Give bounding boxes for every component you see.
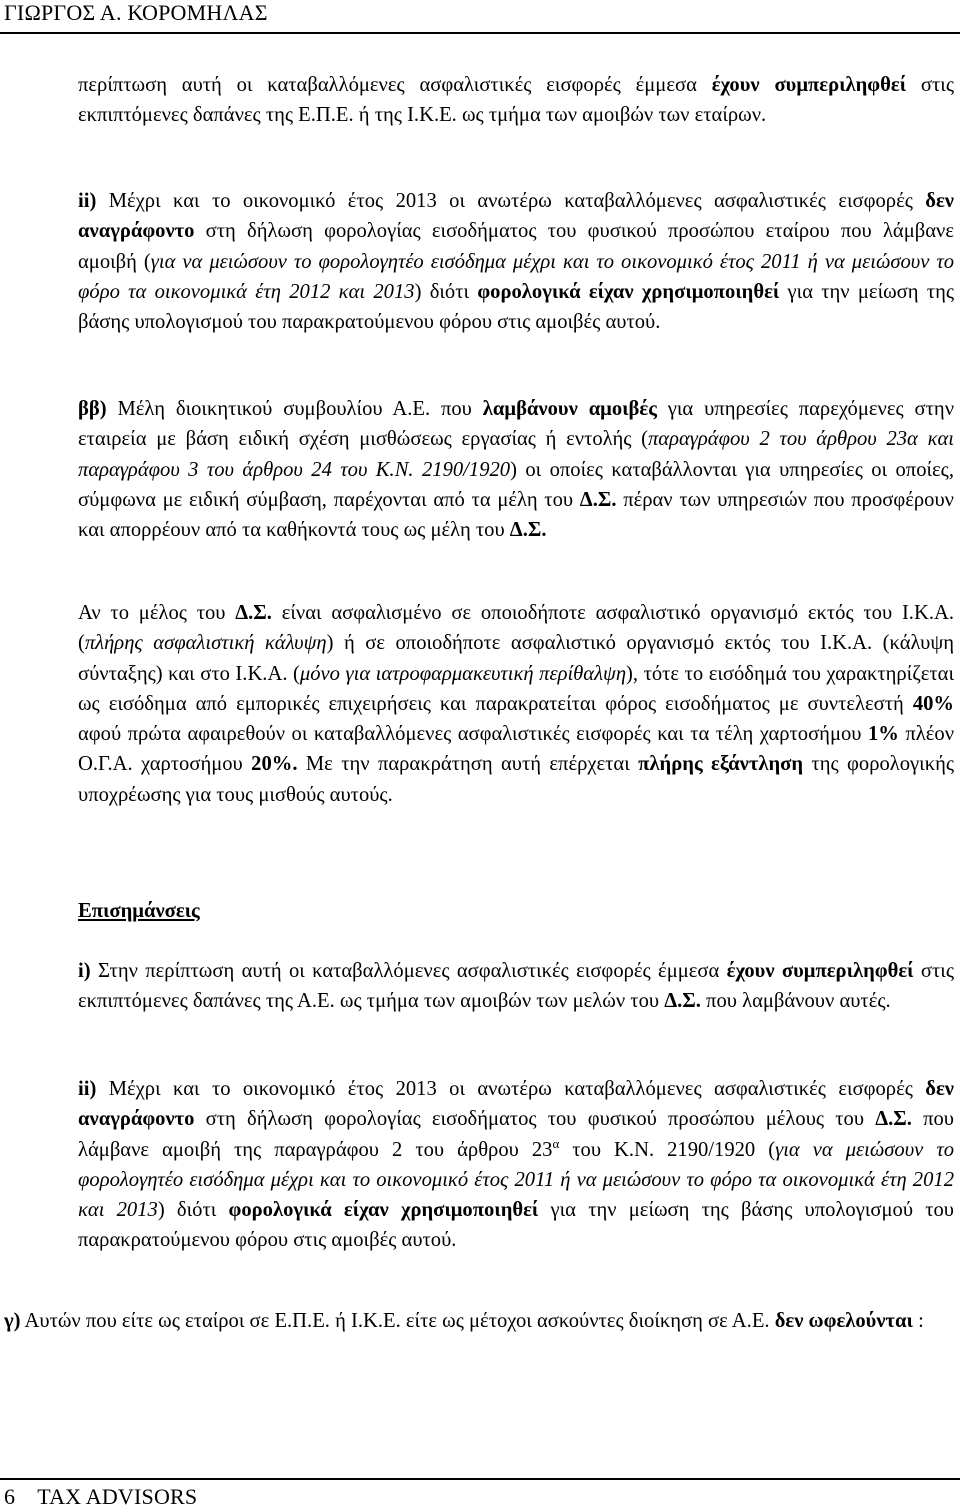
footer-rule: [0, 1478, 960, 1480]
bold-text: 20%.: [251, 753, 298, 776]
item-marker: ii): [78, 1078, 97, 1100]
text: ), τότε το εισόδημά του χαρακτηρίζεται ως εισόδημα από εμπορικές επιχειρήσεις και παρακρατείται φόρος εισοδήματος με συντελεστή: [78, 662, 955, 715]
bold-text: δεν αναγράφοντο: [78, 1078, 954, 1131]
text: ) οι οποίες καταβάλλονται για υπηρεσίες οι οποίες, σύμφωνα με ειδική σύμβαση, παρέχονται από τα μέλη του: [78, 458, 954, 511]
text: ) ή σε οποιοδήποτε ασφαλιστικό οργανισμό εκτός του Ι.Κ.Α. (κάλυψη σύνταξης) και στο Ι.Κ.Α. (: [78, 632, 954, 685]
bold-text: φορολογικά είχαν χρησιμοποιηθεί: [228, 1199, 539, 1222]
bold-text: 40%: [912, 692, 954, 715]
text: πλέον Ο.Γ.Α. χαρτοσήμου: [78, 723, 955, 776]
paragraph-2: [78, 186, 954, 337]
text: του Κ.Ν. 2190/1920 (: [559, 1138, 776, 1161]
text: Μέλη διοικητικού συμβουλίου Α.Ε. που: [106, 398, 483, 420]
text: είναι ασφαλισμένο σε οποιοδήποτε ασφαλιστικό οργανισμό εκτός του Ι.Κ.Α. (: [78, 602, 954, 655]
bold-text: Δ.Σ.: [664, 990, 701, 1013]
bold-text: φορολογικά είχαν χρησιμοποιηθεί: [477, 280, 780, 303]
page-header: ΓΙΩΡΓΟΣ Α. ΚΟΡΟΜΗΛΑΣ: [4, 0, 268, 25]
italic-text: πλήρης ασφαλιστική κάλυψη: [84, 632, 327, 655]
text: ) διότι: [414, 280, 478, 303]
section-heading-block: [78, 896, 954, 926]
bold-text: έχουν συμπεριληφθεί: [726, 960, 914, 982]
paragraph-7: [4, 1306, 954, 1336]
paragraph-3: [78, 394, 954, 545]
text: ) διότι: [157, 1199, 229, 1222]
bold-text: δεν ωφελούνται: [774, 1310, 913, 1332]
bold-text: λαμβάνουν αμοιβές: [482, 398, 657, 420]
page-number: 6: [4, 1484, 16, 1509]
section-heading: Επισημάνσεις: [78, 900, 200, 922]
text: Μέχρι και το οικονομικό έτος 2013 οι ανωτέρω καταβαλλόμενες ασφαλιστικές εισφορές: [96, 1078, 926, 1100]
italic-text: για να μειώσουν το φορολογητέο εισόδημα μέχρι και το οικονομικό έτος 2011 ή να μειώσουν το φόρο τα οικονομικά έτη 2012 και 2013: [78, 1138, 954, 1222]
item-marker: γ): [4, 1310, 21, 1332]
text: στις εκπιπτόμενες δαπάνες της Α.Ε. ως τμήμα των αμοιβών των μελών του: [78, 960, 954, 1013]
text: Αυτών που είτε ως εταίροι σε Ε.Π.Ε. ή Ι.Κ.Ε. είτε ως μέτοχοι ασκούντες διοίκηση σε Α.Ε.: [20, 1310, 775, 1332]
text: που λαμβάνουν αυτές.: [700, 990, 891, 1013]
paragraph-5: [78, 956, 954, 1017]
text: Στην περίπτωση αυτή οι καταβαλλόμενες ασφαλιστικές εισφορές έμμεσα: [90, 960, 727, 982]
italic-text: για να μειώσουν το φορολογητέο εισόδημα μέχρι και το οικονομικό έτος 2011 ή να μειώσουν το φόρο τα οικονομικά έτη 2012 και 2013: [78, 250, 955, 303]
italic-text: μόνο για ιατροφαρμακευτική περίθαλψη: [299, 662, 627, 685]
item-marker: ii): [78, 190, 97, 212]
text: :: [912, 1310, 924, 1332]
footer-label: TAX ADVISORS: [37, 1484, 198, 1509]
text: στη δήλωση φορολογίας εισοδήματος του φυσικού προσώπου εταίρου που λάμβανε αμοιβή (: [78, 220, 954, 273]
text: Μέχρι και το οικονομικό έτος 2013 οι ανωτέρω καταβαλλόμενες ασφαλιστικές εισφορές: [96, 190, 926, 212]
bold-text: 1%: [867, 723, 899, 746]
bold-text: πλήρης εξάντληση: [638, 753, 804, 776]
page-footer: [4, 1484, 197, 1510]
bold-text: έχουν συμπεριληφθεί: [711, 74, 907, 96]
paragraph-1: [78, 70, 954, 131]
bold-text: Δ.Σ.: [875, 1108, 912, 1131]
text: στη δήλωση φορολογίας εισοδήματος του φυσικού προσώπου μέλους του: [194, 1108, 876, 1131]
bold-text: δεν αναγράφοντο: [78, 190, 954, 243]
bold-text: Δ.Σ.: [509, 519, 547, 542]
text: Με την παρακράτηση αυτή επέρχεται: [297, 753, 639, 776]
text: πέραν των υπηρεσιών που προσφέρουν και απορρέουν από τα καθήκοντά τους ως μέλη του: [78, 488, 954, 542]
text: για την μείωση της βάσης υπολογισμού του παρακρατούμενου φόρου στις αμοιβές αυτού.: [78, 1199, 954, 1252]
italic-text: παραγράφου 2 του άρθρου 23α και παραγράφου 3 του άρθρου 24 του Κ.Ν. 2190/1920: [78, 428, 954, 481]
text: της φορολογικής υποχρέωσης για τους μισθούς αυτούς.: [78, 753, 954, 806]
paragraph-4: [78, 598, 954, 810]
bold-text: Δ.Σ.: [579, 488, 617, 511]
text: αφού πρώτα αφαιρεθούν οι καταβαλλόμενες ασφαλιστικές εισφορές και τα τέλη χαρτοσήμου: [78, 723, 868, 746]
text: για την μείωση της βάσης υπολογισμού του παρακρατούμενου φόρου στις αμοιβές αυτού.: [78, 280, 955, 334]
text: περίπτωση αυτή οι καταβαλλόμενες ασφαλιστικές εισφορές έμμεσα: [78, 74, 712, 96]
header-rule: [0, 32, 960, 34]
text: Αν το μέλος του: [78, 602, 236, 624]
item-marker: ββ): [78, 398, 107, 420]
text: στις εκπιπτόμενες δαπάνες της Ε.Π.Ε. ή της Ι.Κ.Ε. ως τμήμα των αμοιβών των εταίρων.: [78, 74, 954, 127]
bold-text: Δ.Σ.: [235, 602, 272, 624]
item-marker: i): [78, 960, 91, 982]
superscript: α: [552, 1135, 560, 1151]
paragraph-6: [78, 1074, 954, 1256]
text: για υπηρεσίες παρεχόμενες στην εταιρεία με βάση ειδική σχέση μισθώσεως εργασίας ή εντολής (: [78, 398, 954, 451]
text: που λάμβανε αμοιβή της παραγράφου 2 του άρθρου 23: [78, 1108, 954, 1161]
